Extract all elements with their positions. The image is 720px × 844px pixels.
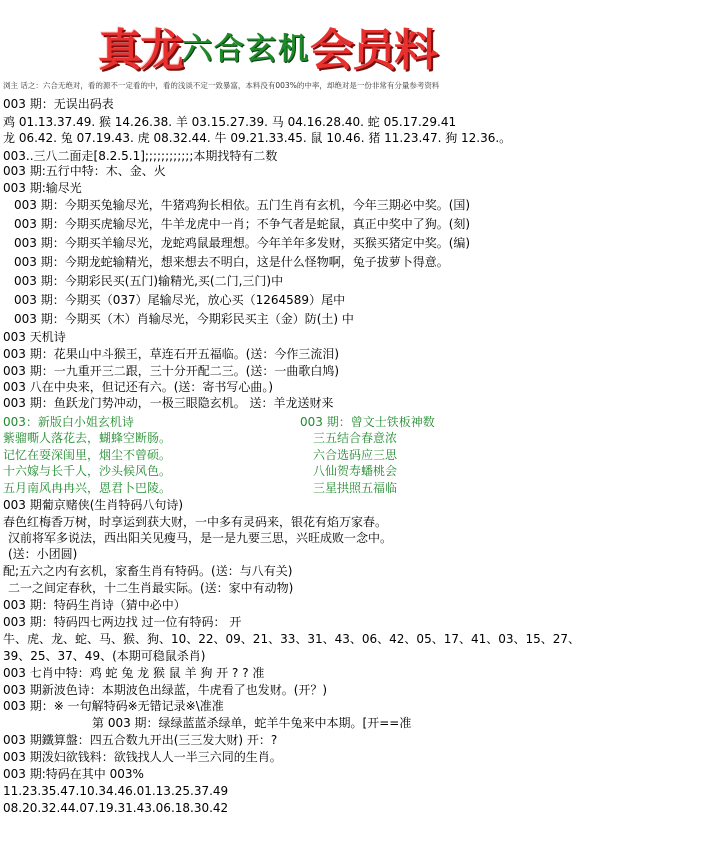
text-line: 003 期：一九重开三二跟，三十分开配二三。(送：一曲歌白鸠)	[3, 364, 340, 378]
text-line: 11.23.35.47.10.34.46.01.13.25.37.49	[3, 784, 229, 798]
text-line: 003 期：今期彩民买(五门)输精光,买(二门,三门)中	[14, 274, 284, 288]
green-left-line: 003：新版白小姐玄机诗	[3, 415, 134, 429]
disclaimer: 浏主 话之：六合无绝对，看的源不一定看的中，看的浅谈不定一致暴富，本料没有003%的中率，却绝对是一份非常有分量参考资料	[3, 81, 440, 90]
text-line: 003 期：今期买（037）尾输尽光，放心买（1264589）尾中	[14, 293, 346, 307]
green-left-line: 五月南风冉冉兴，恩君卜巴陵。	[3, 481, 172, 495]
text-line: 003 期：今期买羊输尽光，龙蛇鸡鼠最理想。今年羊年多发财，买猴买猪定中奖。(编)	[14, 236, 471, 250]
text-line: 龙 06.42. 兔 07.19.43. 虎 08.32.44. 牛 09.21.33.45. 鼠 10.46. 猪 11.23.47. 狗 12.36.。	[3, 131, 512, 145]
text-line: 08.20.32.44.07.19.31.43.06.18.30.42	[3, 801, 229, 815]
text-line: 003 期：今期龙蛇输精光，想来想去不明白，这是什么怪物啊，兔子拔萝卜得意。	[14, 255, 449, 269]
header-banner	[0, 0, 720, 78]
text-line: 003 期新波色诗：本期波色出绿蓝，牛虎看了也发财。(开？)	[3, 683, 328, 697]
green-right-line: 八仙贺寿蟠桃会	[313, 464, 398, 478]
text-line: 003 期鐵算盤：四五合数九开出(三三发大财) 开：?	[3, 733, 278, 747]
text-line: 003 期泼妇欲钱料：欲钱找人人一半三六同的生肖。	[3, 750, 282, 764]
text-line: 003 期葡京赌侠(生肖特码八句诗)	[3, 498, 184, 512]
text-line: 003 期：无误出码表	[3, 97, 114, 111]
text-line: 春色红梅香万树，时享运到获大财，一中多有灵码来，银花有焰万家春。	[3, 515, 388, 529]
text-line: 第 003 期：绿绿蓝蓝杀绿单，蛇羊牛兔来中本期。[开==准	[92, 716, 412, 730]
green-left-line: 紫骝嘶人落花去，蝴蜂空断肠。	[3, 431, 172, 445]
green-left-line: 十六嫁与长千人，沙头候风色。	[3, 464, 172, 478]
text-line: 003 八在中央来，但记还有六。(送：寄书写心曲。)	[3, 380, 274, 394]
text-line: 003 天机诗	[3, 330, 66, 344]
text-line: 003 期：特码四七两边找 过一位有特码： 开	[3, 615, 242, 629]
text-line: 003 期：今期买虎输尽光，牛羊龙虎中一肖；不争气者是蛇鼠，真正中奖中了狗。(刻)	[14, 217, 471, 231]
text-line: 003 期:特码在其中 003%	[3, 767, 144, 781]
title-part1: 真龙	[98, 25, 182, 76]
green-right-line: 003 期：曾文士铁板神数	[300, 415, 435, 429]
text-line: 汉前将军多说法，西出阳关见瘦马，是一是九要三思，兴旺成败一念中。	[8, 531, 393, 545]
text-line: 牛、虎、龙、蛇、马、猴、狗、10、22、09、21、33、31、43、06、42、05、17、41、03、15、27、	[3, 632, 581, 646]
text-line: 003 期：今期买（木）肖输尽光，今期彩民买主（金）防(土) 中	[14, 312, 354, 326]
text-line: 003..三八二面走[8.2.5.1];;;;;;;;;;;;本期找特有二数	[3, 149, 278, 163]
text-line: 配;五六之内有玄机，家畜生肖有特码。(送：与八有关)	[3, 564, 293, 578]
text-line: 003 期：※ 一句解特码※无错记录※\准准	[3, 699, 224, 713]
green-right-line: 六合选码应三思	[313, 448, 398, 462]
text-line: 003 期:五行中特：木、金、火	[3, 164, 166, 178]
title-part2: 六合玄机	[182, 32, 310, 67]
title-part3: 会员料	[310, 25, 436, 76]
text-line: 39、25、37、49、(本期可稳鼠杀肖)	[3, 649, 206, 663]
text-line: 003 期：特码生肖诗（猜中必中）	[3, 598, 186, 612]
page-title	[98, 14, 436, 78]
text-line: 003 期：今期买兔输尽光，牛猪鸡狗长相依。五门生肖有玄机，今年三期必中奖。(国)	[14, 198, 471, 212]
text-line: (送：小团圆)	[8, 547, 78, 561]
green-right-line: 三星拱照五福临	[313, 481, 398, 495]
text-line: 003 期:输尽光	[3, 181, 82, 195]
text-line: 鸡 01.13.37.49. 猴 14.26.38. 羊 03.15.27.39. 马 04.16.28.40. 蛇 05.17.29.41	[3, 115, 457, 129]
text-line: 003 期：花果山中斗猴王，草连石开五福临。(送：今作三流泪)	[3, 347, 340, 361]
text-line: 003 期：鱼跃龙门势冲动，一极三眼隐玄机。 送：羊龙送财来	[3, 396, 334, 410]
green-right-line: 三五结合春意浓	[313, 431, 398, 445]
text-line: 二一之间定春秋，十二生肖最实际。(送：家中有动物)	[8, 581, 294, 595]
text-line: 003 七肖中特：鸡 蛇 兔 龙 猴 鼠 羊 狗 开 ? ? 准	[3, 666, 265, 680]
green-left-line: 记忆在耍深闺里，烟尘不曾硕。	[3, 448, 172, 462]
